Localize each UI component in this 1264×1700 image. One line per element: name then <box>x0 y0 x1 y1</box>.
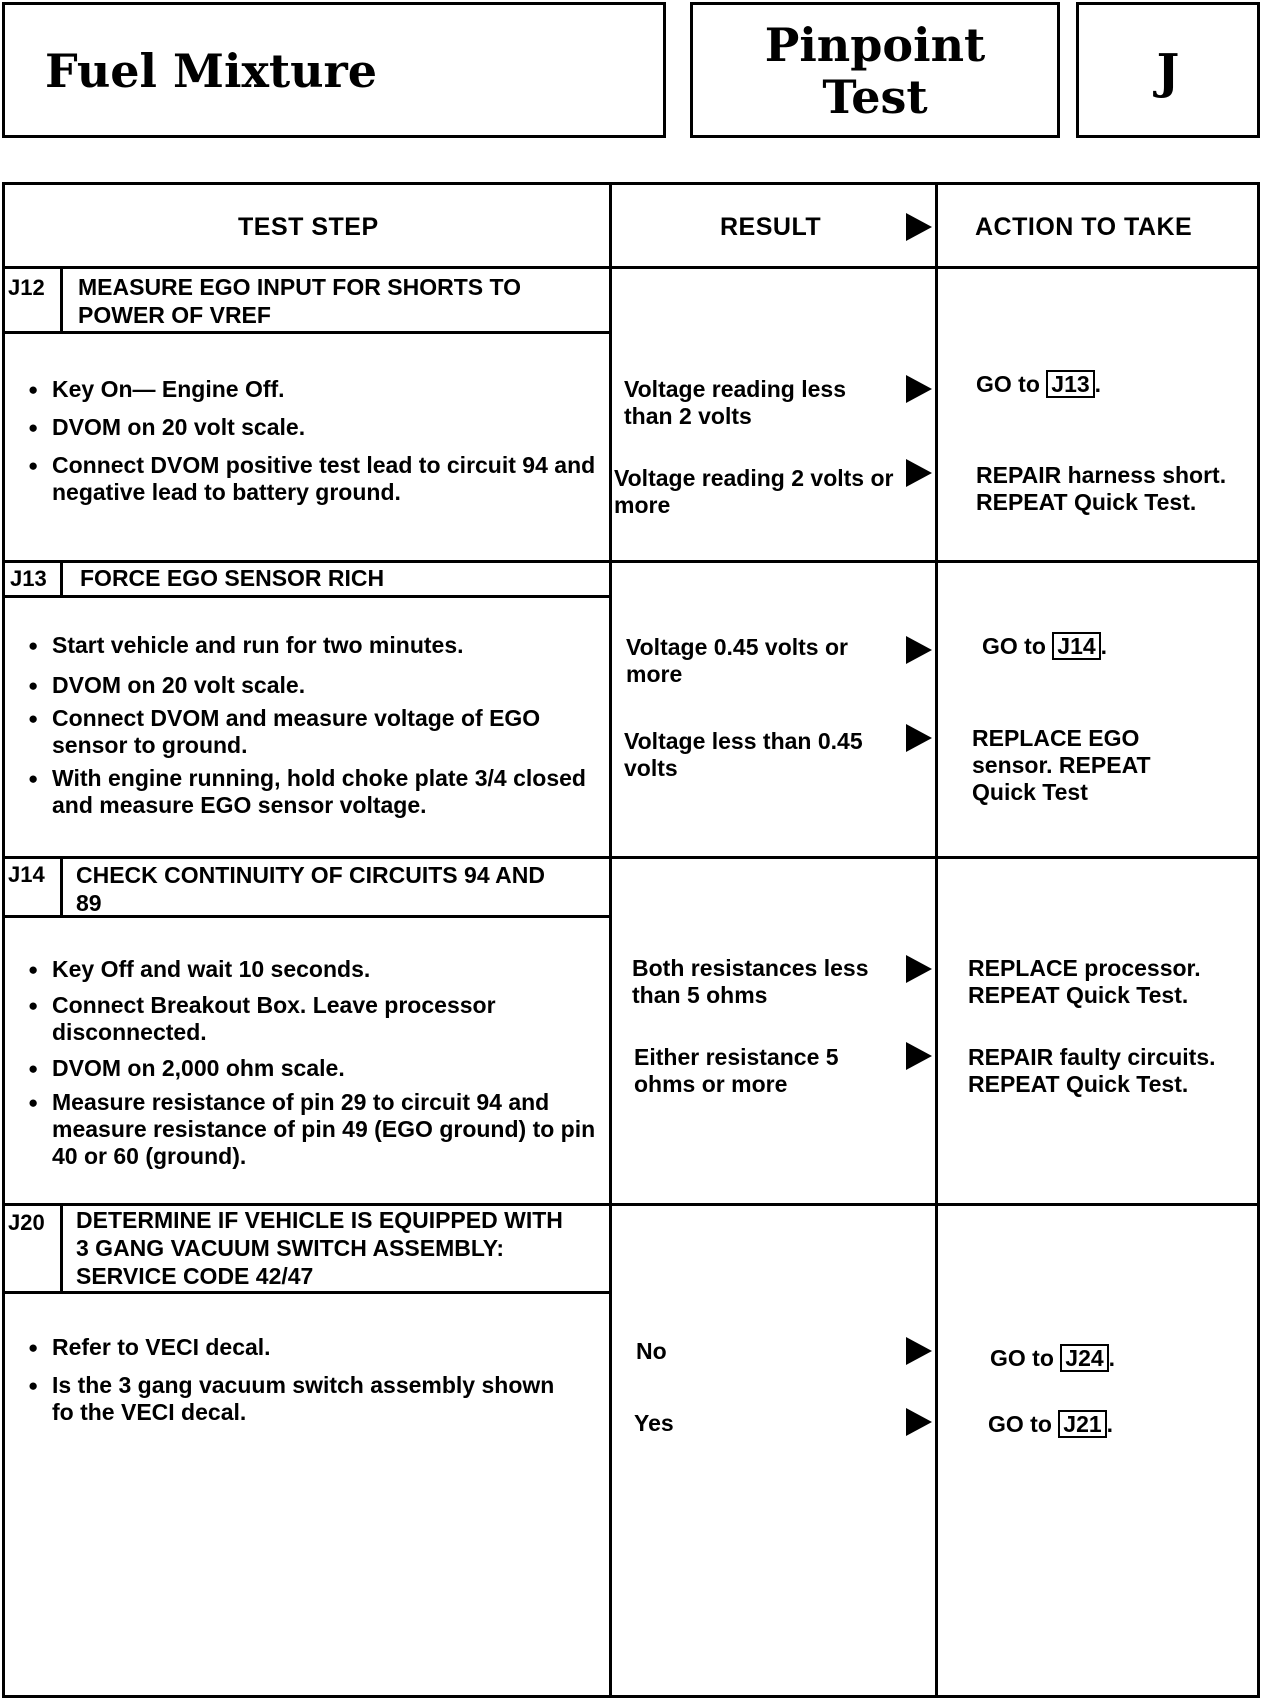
j13-action-1 <box>982 632 1107 660</box>
header-title-box <box>2 2 666 138</box>
col-divider-1 <box>609 182 612 1698</box>
step-id-j12: J12 <box>8 275 45 300</box>
step-id-j14: J14 <box>8 862 45 887</box>
j14-arrow-2-icon <box>906 1042 932 1070</box>
j13-arrow-2-icon <box>906 724 932 752</box>
j12-action-1-suffix: . <box>1094 371 1102 397</box>
j12-procedure-list <box>28 376 608 506</box>
header-test-type-box <box>690 2 1060 138</box>
j14-procedure-list <box>28 956 608 1170</box>
j20-goto-ref-2[interactable]: J21 <box>1058 1410 1106 1438</box>
j20-action-2 <box>988 1410 1113 1438</box>
col-header-result: RESULT <box>720 213 822 241</box>
j12-arrow-1-icon <box>906 375 932 403</box>
section-title: Fuel Mixture <box>45 44 378 98</box>
j20-action-1-prefix: GO to <box>990 1345 1061 1371</box>
j13-arrow-1-icon <box>906 636 932 664</box>
step-title-j12: MEASURE EGO INPUT FOR SHORTS TO POWER OF VREF <box>78 274 521 328</box>
j20-bullet-1: ● Refer to VECI decal. <box>28 1334 588 1361</box>
row-sep-j12 <box>2 560 1260 563</box>
j14-result-2: Either resistance 5 ohms or more <box>634 1044 839 1097</box>
j20-action-2-suffix: . <box>1106 1411 1114 1437</box>
j14-bullet-3: ● DVOM on 2,000 ohm scale. <box>28 1055 608 1082</box>
step-title-j20: DETERMINE IF VEHICLE IS EQUIPPED WITH 3 GANG VACUUM SWITCH ASSEMBLY: SERVICE CODE 42/47 <box>76 1207 563 1289</box>
j13-id-divider <box>60 560 63 598</box>
j14-action-1: REPLACE processor. REPEAT Quick Test. <box>968 955 1201 1008</box>
col-header-action: ACTION TO TAKE <box>975 213 1193 241</box>
j20-action-2-prefix: GO to <box>988 1411 1059 1437</box>
j12-action-2: REPAIR harness short. REPEAT Quick Test. <box>976 462 1227 515</box>
j20-goto-ref-1[interactable]: J24 <box>1060 1344 1108 1372</box>
j20-result-2: Yes <box>634 1410 674 1436</box>
j20-arrow-2-icon <box>906 1408 932 1436</box>
j13-result-1: Voltage 0.45 volts or more <box>626 634 848 687</box>
j14-arrow-1-icon <box>906 955 932 983</box>
j14-bullet-1: ● Key Off and wait 10 seconds. <box>28 956 608 983</box>
j12-title-underline <box>2 331 611 334</box>
j12-goto-ref[interactable]: J13 <box>1046 370 1094 398</box>
j13-action-1-suffix: . <box>1100 633 1108 659</box>
j13-procedure-list <box>28 632 608 819</box>
test-type-line1: Pinpoint <box>764 18 986 72</box>
j13-bullet-4: ● With engine running, hold choke plate 3/4 closed and measure EGO sensor voltage. <box>28 765 592 819</box>
j20-result-1: No <box>636 1338 667 1364</box>
step-title-j14: CHECK CONTINUITY OF CIRCUITS 94 AND 89 <box>76 862 545 916</box>
j12-arrow-2-icon <box>906 459 932 487</box>
j14-action-2: REPAIR faulty circuits. REPEAT Quick Test. <box>968 1044 1216 1097</box>
row-sep-header <box>2 266 1260 269</box>
j13-result-2: Voltage less than 0.45 volts <box>624 728 863 781</box>
j13-bullet-3: ● Connect DVOM and measure voltage of EGO sensor to ground. <box>28 705 612 759</box>
step-title-j13: FORCE EGO SENSOR RICH <box>80 565 385 591</box>
j12-action-1-prefix: GO to <box>976 371 1047 397</box>
j12-bullet-1: ● Key On— Engine Off. <box>28 376 608 403</box>
col-header-test-step: TEST STEP <box>238 213 379 241</box>
header-letter-box <box>1076 2 1260 138</box>
j20-procedure-list <box>28 1334 588 1426</box>
j13-action-1-prefix: GO to <box>982 633 1053 659</box>
j20-action-1 <box>990 1344 1115 1372</box>
j12-bullet-3: ● Connect DVOM positive test lead to circuit 94 and negative lead to battery ground. <box>28 452 608 506</box>
step-id-j13: J13 <box>10 566 47 591</box>
j12-result-1: Voltage reading less than 2 volts <box>624 376 846 429</box>
j13-bullet-2: ● DVOM on 20 volt scale. <box>28 672 608 699</box>
j13-title-underline <box>2 595 611 598</box>
j13-goto-ref[interactable]: J14 <box>1052 632 1100 660</box>
j12-action-1 <box>976 370 1101 398</box>
j12-id-divider <box>60 266 63 334</box>
j14-bullet-2: ● Connect Breakout Box. Leave processor disconnected. <box>28 992 592 1046</box>
j14-result-1: Both resistances less than 5 ohms <box>632 955 869 1008</box>
j12-bullet-2: ● DVOM on 20 volt scale. <box>28 414 608 441</box>
j20-arrow-1-icon <box>906 1337 932 1365</box>
j14-bullet-4: ● Measure resistance of pin 29 to circuit 94 and measure resistance of pin 49 (EGO ground) to pin 40 or 60 (ground). <box>28 1089 622 1170</box>
col-divider-2 <box>935 182 938 1698</box>
step-id-j20: J20 <box>8 1210 45 1235</box>
j14-id-divider <box>60 856 63 918</box>
j20-id-divider <box>60 1203 63 1294</box>
j20-title-underline <box>2 1291 611 1294</box>
j12-result-2: Voltage reading 2 volts or more <box>614 465 894 518</box>
j20-bullet-2: ● Is the 3 gang vacuum switch assembly shown fo the VECI decal. <box>28 1372 562 1426</box>
result-arrow-icon <box>906 213 932 241</box>
test-type-line2: Test <box>822 70 928 124</box>
test-letter: J <box>1156 44 1180 100</box>
row-sep-j13 <box>2 856 1260 859</box>
j13-action-2: REPLACE EGO sensor. REPEAT Quick Test <box>972 725 1151 805</box>
j13-bullet-1: ● Start vehicle and run for two minutes. <box>28 632 608 659</box>
j20-action-1-suffix: . <box>1108 1345 1116 1371</box>
